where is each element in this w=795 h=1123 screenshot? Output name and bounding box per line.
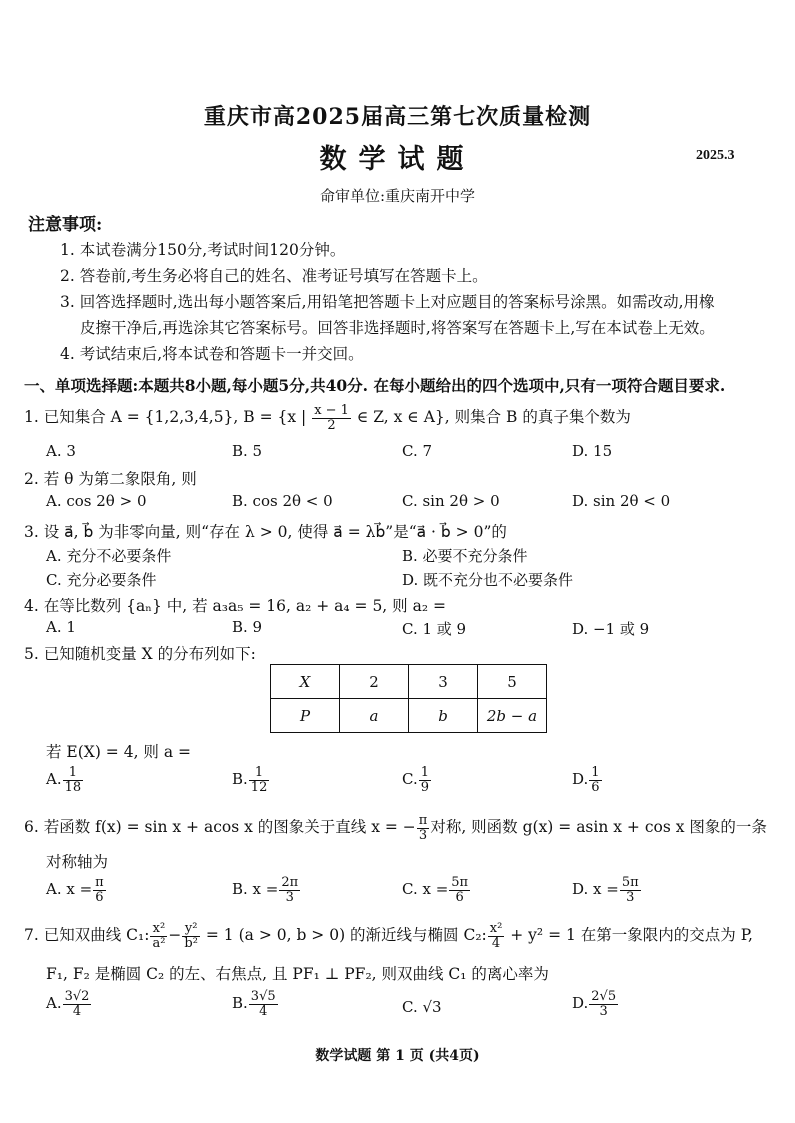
table-cell: b xyxy=(409,699,478,733)
question-4-option: B. 9 xyxy=(232,618,263,636)
question-7-option: B. $\frac{3√5}{4}$ xyxy=(232,989,276,1019)
question-4-option: C. 1 或 9 xyxy=(402,620,467,638)
question-6-stem-line2: 对称轴为 xyxy=(46,853,109,871)
question-3-option: A. 充分不必要条件 xyxy=(46,547,172,565)
table-cell: 5 xyxy=(478,665,547,699)
question-5-option: B. $\frac{1}{12}$ xyxy=(232,765,268,795)
notice-item: 2. 答卷前,考生务必将自己的姓名、准考证号填写在答题卡上。 xyxy=(60,267,488,285)
question-5-stem: 5. 已知随机变量 X 的分布列如下: xyxy=(24,645,256,663)
notice-item: 皮擦干净后,再选涂其它答案标号。回答非选择题时,将答案写在答题卡上,写在本试卷上无效。 xyxy=(80,319,715,337)
table-cell: a xyxy=(340,699,409,733)
question-1-option: D. 15 xyxy=(572,442,613,460)
question-2-option: B. cos 2θ < 0 xyxy=(232,492,333,510)
exam-title: 重庆市高2025届高三第七次质量检测 xyxy=(203,104,592,130)
question-1-option: A. 3 xyxy=(46,442,76,460)
question-5-condition: 若 E(X) = 4, 则 a = xyxy=(46,743,192,761)
question-5-option: C. $\frac{1}{9}$ xyxy=(402,765,429,795)
question-1-option: B. 5 xyxy=(232,442,263,460)
question-1-option: C. 7 xyxy=(402,442,433,460)
question-5-option: D. $\frac{1}{6}$ xyxy=(572,765,600,795)
table-cell: P xyxy=(271,699,340,733)
question-6-stem: 6. 若函数 f(x) = sin x + acos x 的图象关于直线 x = − $\frac{\pi}{3}$ 对称, 则函数 g(x) = asin x + cos x 图象的一条 xyxy=(24,813,767,843)
question-6-option: D. x = $\frac{5\pi}{3}$ xyxy=(572,875,639,905)
question-2-stem: 2. 若 θ 为第二象限角, 则 xyxy=(24,470,197,488)
question-3-option: D. 既不充分也不必要条件 xyxy=(402,571,574,589)
question-6-option: A. x = $\frac{\pi}{6}$ xyxy=(46,875,104,905)
notice-title: 注意事项: xyxy=(28,215,103,235)
exam-date: 2025.3 xyxy=(696,148,735,163)
question-4-stem: 4. 在等比数列 {aₙ} 中, 若 a₃a₅ = 16, a₂ + a₄ = 5, 则 a₂ = xyxy=(24,597,446,615)
table-cell: 2b − a xyxy=(478,699,547,733)
question-4-option: D. −1 或 9 xyxy=(572,620,650,638)
question-6-option: C. x = $\frac{5\pi}{6}$ xyxy=(402,875,469,905)
table-cell: X xyxy=(271,665,340,699)
page-footer: 数学试题 第 1 页 (共4页) xyxy=(315,1048,480,1064)
table-row xyxy=(271,665,547,699)
table-cell: 2 xyxy=(340,665,409,699)
question-4-option: A. 1 xyxy=(46,618,76,636)
issuing-unit: 命审单位:重庆南开中学 xyxy=(319,187,476,205)
question-2-option: A. cos 2θ > 0 xyxy=(46,492,147,510)
question-7-stem-line2: F₁, F₂ 是椭圆 C₂ 的左、右焦点, 且 PF₁ ⊥ PF₂, 则双曲线 C₁ 的离心率为 xyxy=(46,965,549,983)
subject-title: 数学试题 xyxy=(319,144,476,175)
question-3-stem: 3. 设 a⃗, b⃗ 为非零向量, 则“存在 λ > 0, 使得 a⃗ = λb⃗”是“a⃗ · b⃗ > 0”的 xyxy=(24,523,507,541)
table-row xyxy=(271,699,547,733)
question-3-option: C. 充分必要条件 xyxy=(46,571,157,589)
question-6-option: B. x = $\frac{2\pi}{3}$ xyxy=(232,875,299,905)
table-cell: 3 xyxy=(409,665,478,699)
notice-item: 3. 回答选择题时,选出每小题答案后,用铅笔把答题卡上对应题目的答案标号涂黑。如需改动,用橡 xyxy=(60,293,715,311)
question-7-option: C. √3 xyxy=(402,998,442,1016)
question-1-stem: 1. 已知集合 A = {1,2,3,4,5}, B = {x | $\frac{x - 1}{2}$ ∈ Z, x ∈ A}, 则集合 B 的真子集个数为 xyxy=(24,403,631,433)
question-7-stem: 7. 已知双曲线 C₁: $\frac{\text{x²}}{\text{a²}}$ − $\frac{\text{y²}}{\text{b²}}$ = 1 (a > 0, b > 0) 的渐近线与椭圆 C₂: $\frac{\text{x²}}{4}$ + y² = 1 在第一象限内的交点为 P, xyxy=(24,921,753,951)
notice-item: 4. 考试结束后,将本试卷和答题卡一并交回。 xyxy=(60,345,364,363)
question-2-option: D. sin 2θ < 0 xyxy=(572,492,671,510)
distribution-table xyxy=(270,664,547,733)
question-3-option: B. 必要不充分条件 xyxy=(402,547,528,565)
fraction: $\frac{x - 1}{2}$ xyxy=(314,403,349,433)
notice-item: 1. 本试卷满分150分,考试时间120分钟。 xyxy=(60,241,346,259)
question-7-option: D. $\frac{2√5}{3}$ xyxy=(572,989,617,1019)
question-7-option: A. $\frac{3√2}{4}$ xyxy=(46,989,90,1019)
section-heading: 一、单项选择题:本题共8小题,每小题5分,共40分. 在每小题给出的四个选项中,只有一项符合题目要求. xyxy=(24,376,726,395)
question-2-option: C. sin 2θ > 0 xyxy=(402,492,500,510)
question-5-option: A. $\frac{1}{18}$ xyxy=(46,765,82,795)
